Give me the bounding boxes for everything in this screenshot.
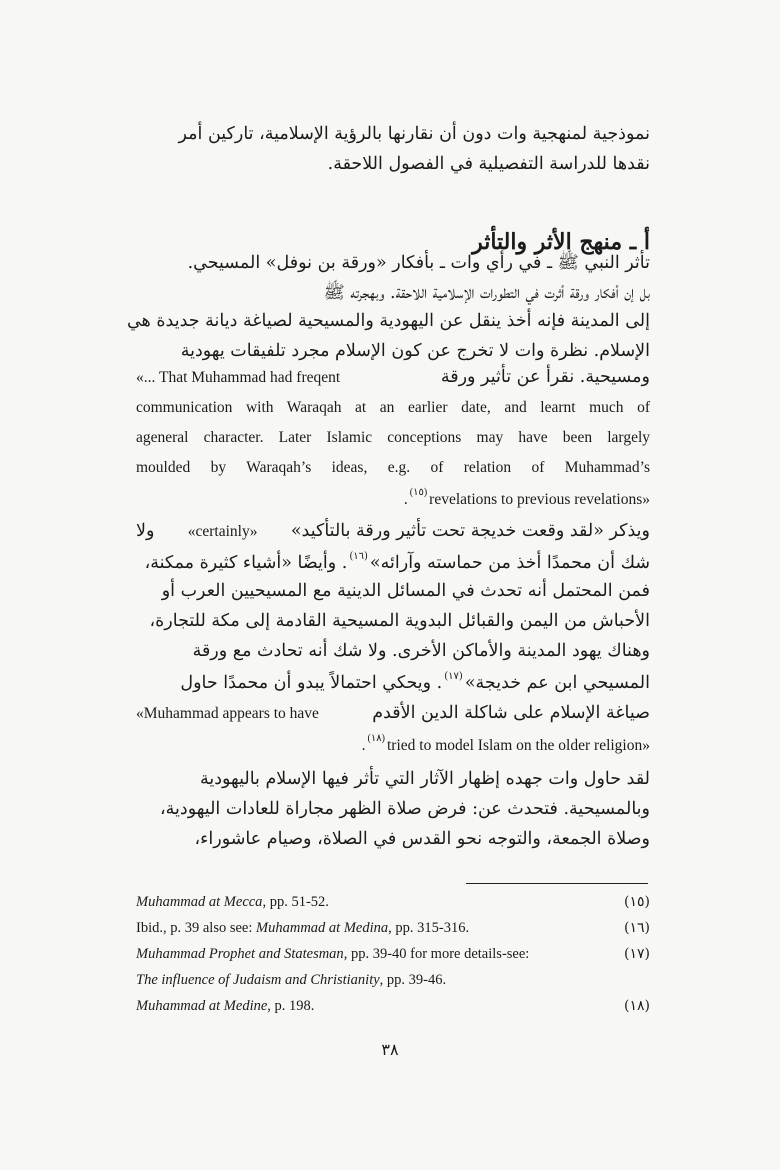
page-number: ٣٨ [381,1040,399,1059]
footnote-18-number: (١٨) [624,998,650,1014]
footnote-15-number: (١٥) [624,894,650,910]
p3-line-2: وبالمسيحية. فتحدث عن: فرض صلاة الظهر مجاراة للعادات اليهودية، [160,799,650,819]
p1-english-line-4-text: revelations to previous revelations» [429,491,650,508]
footnote-ref-15: (١٥) [409,487,428,498]
p1-english-line-1: communication with Waraqah at an earlier date, and learnt much of [136,399,650,416]
p3-line-1: لقد حاول وات جهده إظهار الآثار التي تأثر فيها الإسلام باليهودية [199,769,650,789]
p2-line-2-b: . وأيضًا «أشياء كثيرة ممكنة، [144,553,348,573]
p1-line-3: إلى المدينة فإنه أخذ ينقل عن اليهودية والمسيحية لصياغة ديانة جديدة هي [126,311,650,331]
footnote-17 [136,946,650,963]
footnote-17-rest: , pp. 39-40 for more details-see: [343,946,530,962]
footnote-17-continued [136,972,650,989]
p2-line-1-end: ولا [136,521,155,541]
p2-line-3: فمن المحتمل أنه تحدث في المسائل الدينية مع المسيحيين العرب أو [161,581,650,601]
footnote-15-rest: , pp. 51-52. [262,894,329,910]
footnote-18-title: Muhammad at Medine [136,998,268,1014]
footnote-17-title: Muhammad Prophet and Statesman [136,946,344,962]
intro-line-1: نموذجية لمنهجية وات دون أن نقارنها بالرؤية الإسلامية، تاركين أمر [178,124,650,144]
footnote-ref-18: (١٨) [367,733,385,744]
p1-line-2: بل إن أفكار ورقة أثرت في التطورات الإسلامية اللاحقة. وبهجرته ﷺ [323,283,650,303]
p1-english-line-2: ageneral character. Later Islamic conceptions may have been largely [136,429,650,446]
footnote-16-rest: , pp. 315-316. [388,920,470,936]
p1-line-1: تأثر النبي ﷺ ـ في رأي وات ـ بأفكار «ورقة بن نوفل» المسيحي. [187,253,650,273]
p2-line-6 [136,671,650,693]
p2-line-1-english: «certainly» [187,523,258,540]
p1-line-5 [136,367,650,387]
p2-line-6-b: . ويحكي احتمالاً يبدو أن محمدًا حاول [180,673,443,693]
p2-line-1 [136,521,650,541]
p2-line-8-english: tried to model Islam on the older religion» [386,737,650,754]
footnote-17-number: (١٧) [624,946,650,962]
footnote-16-title: Muhammad at Medina [256,920,389,936]
footnote-15 [136,894,650,911]
p1-line-4: الإسلام. نظرة وات لا تخرج عن كون الإسلام مجرد تلفيقات يهودية [180,341,650,361]
footnote-separator [466,883,648,884]
p2-line-5: وهناك يهود المدينة والأماكن الأخرى. ولا شك أنه تحادث مع ورقة [192,641,650,661]
p2-line-7-english: «Muhammad appears to have [136,705,319,722]
p2-line-2 [136,551,650,573]
p2-line-2-a: شك أن محمدًا أخذ من حماسته وآرائه» [369,553,650,573]
p2-line-4: الأحباش من اليمن والقبائل البدوية المسيحية القادمة إلى مكة للتجارة، [149,611,650,631]
p2-line-8: . $^{(١٨)}$ tried to model Islam on the older religion» [361,733,650,754]
footnote-17b-title: The influence of Judaism and Christianity [136,972,380,988]
footnote-16 [136,920,650,937]
footnote-18 [136,998,650,1015]
p2-line-7-arabic: صياغة الإسلام على شاكلة الدين الأقدم [372,703,650,723]
p2-line-6-a: المسيحي ابن عم خديجة» [464,673,650,693]
footnote-16-number: (١٦) [624,920,650,936]
footnote-17b-rest: , pp. 39-46. [379,972,447,988]
footnote-16-pre: Ibid., p. 39 also see: [136,920,257,936]
intro-line-2: نقدها للدراسة التفصيلية في الفصول اللاحقة. [327,154,650,174]
footnote-ref-17: (١٧) [444,671,463,682]
p1-line-5-english: «... That Muhammad had freqent [136,369,341,386]
section-heading: أ ـ منهج الأثر والتأثر [472,229,650,255]
p1-english-line-3: moulded by Waraqah’s ideas, e.g. of relation of Muhammad’s [136,459,650,476]
footnote-15-title: Muhammad at Mecca [136,894,263,910]
p3-line-3: وصلاة الجمعة، والتوجه نحو القدس في الصلاة، وصيام عاشوراء، [194,829,650,849]
p2-line-7 [136,703,650,723]
p2-line-1-arabic: ويذكر «لقد وقعت خديجة تحت تأثير ورقة بالتأكيد» [290,521,650,541]
p1-english-line-4: . $^{(١٥)}$ revelations to previous revelations» [403,487,650,508]
p1-line-5-arabic: ومسيحية. نقرأ عن تأثير ورقة [440,367,650,387]
footnote-ref-16: (١٦) [349,551,368,562]
footnote-18-rest: , p. 198. [267,998,315,1014]
